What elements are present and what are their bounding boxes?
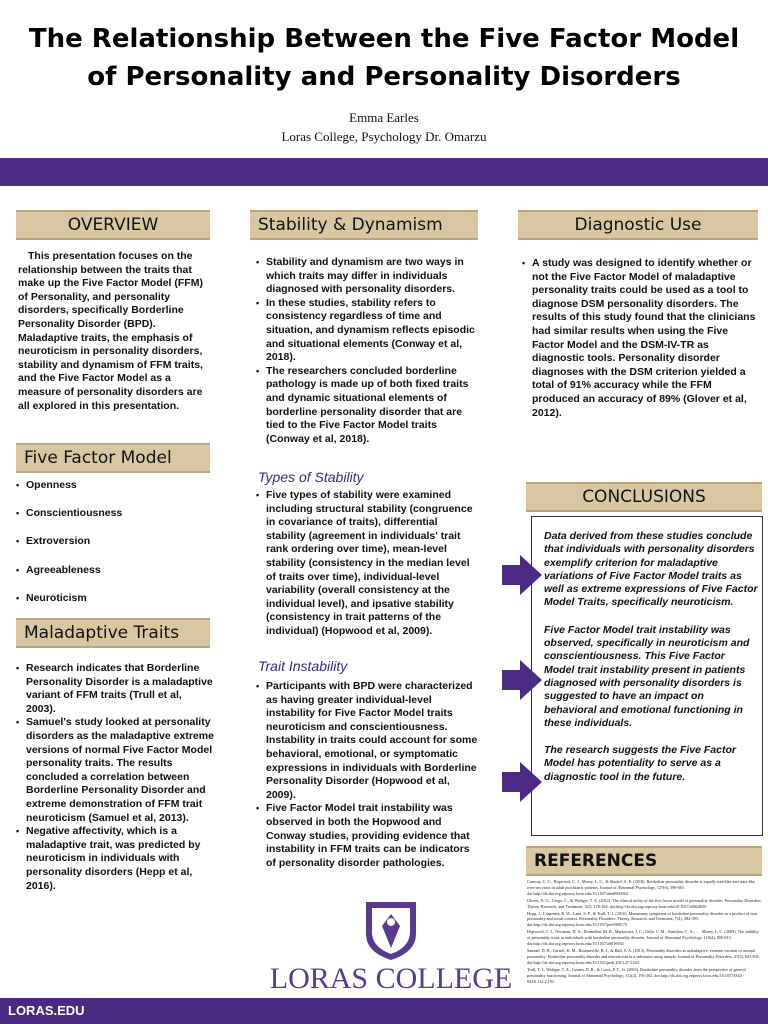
types-of-stability-list bbox=[254, 489, 480, 639]
college-logo bbox=[260, 900, 522, 996]
list-item: • Five Factor Model trait instability was observed in both the Hopwood and Conway studies, providing evidence that instability in FFM traits can be indicators of personality disorder pathologies. bbox=[254, 802, 480, 870]
stability-list bbox=[254, 256, 480, 446]
list-item: • Extroversion bbox=[14, 535, 208, 549]
diagnostic-heading: Diagnostic Use bbox=[518, 210, 758, 240]
overview-heading: OVERVIEW bbox=[16, 210, 210, 240]
footer-link[interactable]: LORAS.EDU bbox=[8, 1003, 85, 1018]
list-item: • The researchers concluded borderline pathology is made up of both fixed traits and dynamic situational elements of borderline personality disorder that are tied to the Five Factor Model traits (Conway et al, 2018). bbox=[254, 365, 480, 447]
trait-instability-list bbox=[254, 680, 480, 870]
conclusion-paragraph: Five Factor Model trait instability was observed, specifically in neuroticism and conscientiousness. This Five Factor Model trait instability present in patients diagnosed with personality disorders is suggested to have an impact on behavioral and emotional functioning in these individuals. bbox=[544, 623, 750, 729]
list-item: • In these studies, stability refers to consistency regardless of time and situation, and dynamism reflects episodic and situational elements (Conway et al, 2018). bbox=[254, 297, 480, 365]
arrow-icon bbox=[502, 660, 544, 700]
list-item: • Five types of stability were examined including structural stability (congruence in covariance of traits), differential stability (agreement in individuals' trait rank ordering over time), mean-level stability (consistency in the median level of traits over time), individual-level variability (overall consistency at the individual level), and ipsative stability (consistency in trait patterns of the individual) (Hopwood et al, 2009). bbox=[254, 489, 480, 639]
diagnostic-list bbox=[520, 257, 758, 420]
list-item: • A study was designed to identify whether or not the Five Factor Model of maladaptive personality traits could be used as a tool to diagnose DSM personality disorders. The results of this study found that the clinicians had similar results when using the Five Factor Model and the DSM-IV-TR as diagnostic tools. Personality disorder diagnoses with the DSM criterion yielded a total of 91% accuracy while the FFM produced an accuracy of 89% (Glover et al, 2012). bbox=[520, 257, 758, 420]
five-factor-list bbox=[14, 479, 208, 606]
list-item: • Research indicates that Borderline Personality Disorder is a maladaptive variant of FFM traits (Trull et al, 2003). bbox=[14, 662, 214, 716]
stability-heading: Stability & Dynamism bbox=[250, 210, 478, 240]
conclusion-paragraph: The research suggests the Five Factor Model has potentiality to serve as a diagnostic tool in the future. bbox=[544, 744, 736, 783]
trait-instability-heading: Trait Instability bbox=[258, 658, 348, 674]
list-item: • Stability and dynamism are two ways in which traits may differ in individuals diagnosed with personality disorders. bbox=[254, 256, 480, 297]
author-name: Emma Earles bbox=[349, 110, 419, 125]
conclusion-paragraph: Data derived from these studies conclude that individuals with personality disorders exemplify criterion for maladaptive variations of Five Factor Model traits as well as extreme expressions of Five Factor Model Traits, specifically neuroticism. bbox=[544, 530, 758, 609]
maladaptive-heading: Maladaptive Traits bbox=[16, 618, 210, 648]
poster-title: The Relationship Between the Five Factor Model of Personality and Personality Disorders bbox=[28, 24, 740, 92]
poster-footer bbox=[0, 998, 768, 1024]
maladaptive-list bbox=[14, 662, 214, 893]
arrow-icon bbox=[502, 762, 544, 802]
references-list bbox=[527, 879, 763, 985]
conclusions-text bbox=[544, 530, 758, 798]
five-factor-heading: Five Factor Model bbox=[16, 443, 210, 473]
arrow-icon bbox=[502, 555, 544, 595]
list-item: • Participants with BPD were characterized as having greater individual-level instability for Five Factor Model traits neuroticism and conscientiousness. Instability in traits could account for some behavioral, emotional, or symptomatic expressions in individuals with Borderline Personality Disorder (Hopwood et al, 2009). bbox=[254, 680, 480, 802]
reference-item: Samuel, D. B., Carroll, K. M., Rounsaville, B. J., & Ball, S. A. (2013). Personality disorders as maladaptive, extreme variants of normal personality: Borderline personality disorder and neuroticism in a substance using sample. Journal of Personality Disorders, 27(5), 625-635. doi:http://dx.doi.org.ezproxy.loras.edu/10.1521/pedi.2013.27.5.625 bbox=[527, 947, 761, 965]
logo-text: LORAS COLLEGE bbox=[269, 962, 513, 995]
list-item: • Negative affectivity, which is a maladaptive trait, was predicted by neuroticism in individuals with personality disorders (Hepp et al, 2016). bbox=[14, 825, 214, 893]
poster-header bbox=[0, 0, 768, 158]
list-item: • Conscientiousness bbox=[14, 507, 208, 521]
college-seal-icon bbox=[366, 902, 416, 960]
reference-item: Trull, T. J., Widiger, T. A., Lynam, D. R., & Costa, P. T., Jr. (2003). Borderline personality disorder from the perspective of general personality functioning. Journal of Abnormal Psychology, 112(2), 193-202. doi:http://dx.doi.org.ezproxy.loras.edu/10.1037/0021-843X.112.2.193 bbox=[527, 966, 746, 984]
references-heading: REFERENCES bbox=[526, 846, 762, 876]
author-affiliation: Loras College, Psychology Dr. Omarzu bbox=[281, 129, 487, 144]
reference-item: Hopwood, C. J., Newman, D. A., Donnellan, M. B., Markowitz, J. C., Grilo, C. M., Sanislow, C. A., . . . Morey, L. C. (2009). The stability of personality traits in individuals with borderline personality disorder. Journal of Abnormal Psychology, 118(4), 806-815. doi:http://dx.doi.org.ezproxy.loras.edu/10.1037/a0016954 bbox=[527, 929, 759, 947]
list-item: • Agreeableness bbox=[14, 564, 208, 578]
reference-item: Hepp, J., Carpenter, R. W., Lane, S. P., & Trull, T. J. (2016). Momentary symptoms of borderline personality disorder as a product of trait personality and social context. Personality Disorders: Theory, Research, and Treatment, 7(4), 384-393. doi:http://dx.doi.org.ezproxy.loras.edu/10.1037/per0000175 bbox=[527, 910, 758, 928]
list-item: • Samuel's study looked at personality disorders as the maladaptive extreme versions of normal Five Factor Model personality traits. The results concluded a correlation between Borderline Personality Disorder and extreme demonstration of FFM trait neuroticism (Samuel et al, 2013). bbox=[14, 716, 214, 825]
reference-item: Glover, N. G., Crego, C., & Widiger, T. A. (2012). The clinical utility of the five factor model of personality disorder. Personality Disorders: Theory, Research, and Treatment, 3(2), 176-184. doi:http://dx.doi.org.ezproxy.loras.edu/10.1037/a0024030 bbox=[527, 897, 762, 909]
overview-text: This presentation focuses on the relationship between the traits that make up the Five Factor Model (FFM) of Personality, and personality disorders, specifically Borderline Personality Disorder (BPD). Maladaptive traits, the emphasis of neuroticism in personality disorders, stability and dynamism of FFM traits, and the Five Factor Model as a measure of personality disorders are all explored in this presentation. bbox=[18, 250, 203, 412]
list-item: • Neuroticism bbox=[14, 592, 208, 606]
header-band bbox=[0, 158, 768, 186]
conclusions-heading: CONCLUSIONS bbox=[526, 482, 762, 512]
list-item: • Openness bbox=[14, 479, 208, 493]
reference-item: Conway, C. C., Hopwood, C. J., Morey, L. C., & Skodol, A. E. (2018). Borderline personality disorder is equally trait-like and state-like over ten years in adult psychiatric patients. Journal of Abnormal Psychology, 127(6), 590-601. doi:http://dx.doi.org.ezproxy.loras.edu/10.1037/abn0000364 bbox=[527, 879, 755, 896]
types-of-stability-heading: Types of Stability bbox=[258, 469, 364, 485]
